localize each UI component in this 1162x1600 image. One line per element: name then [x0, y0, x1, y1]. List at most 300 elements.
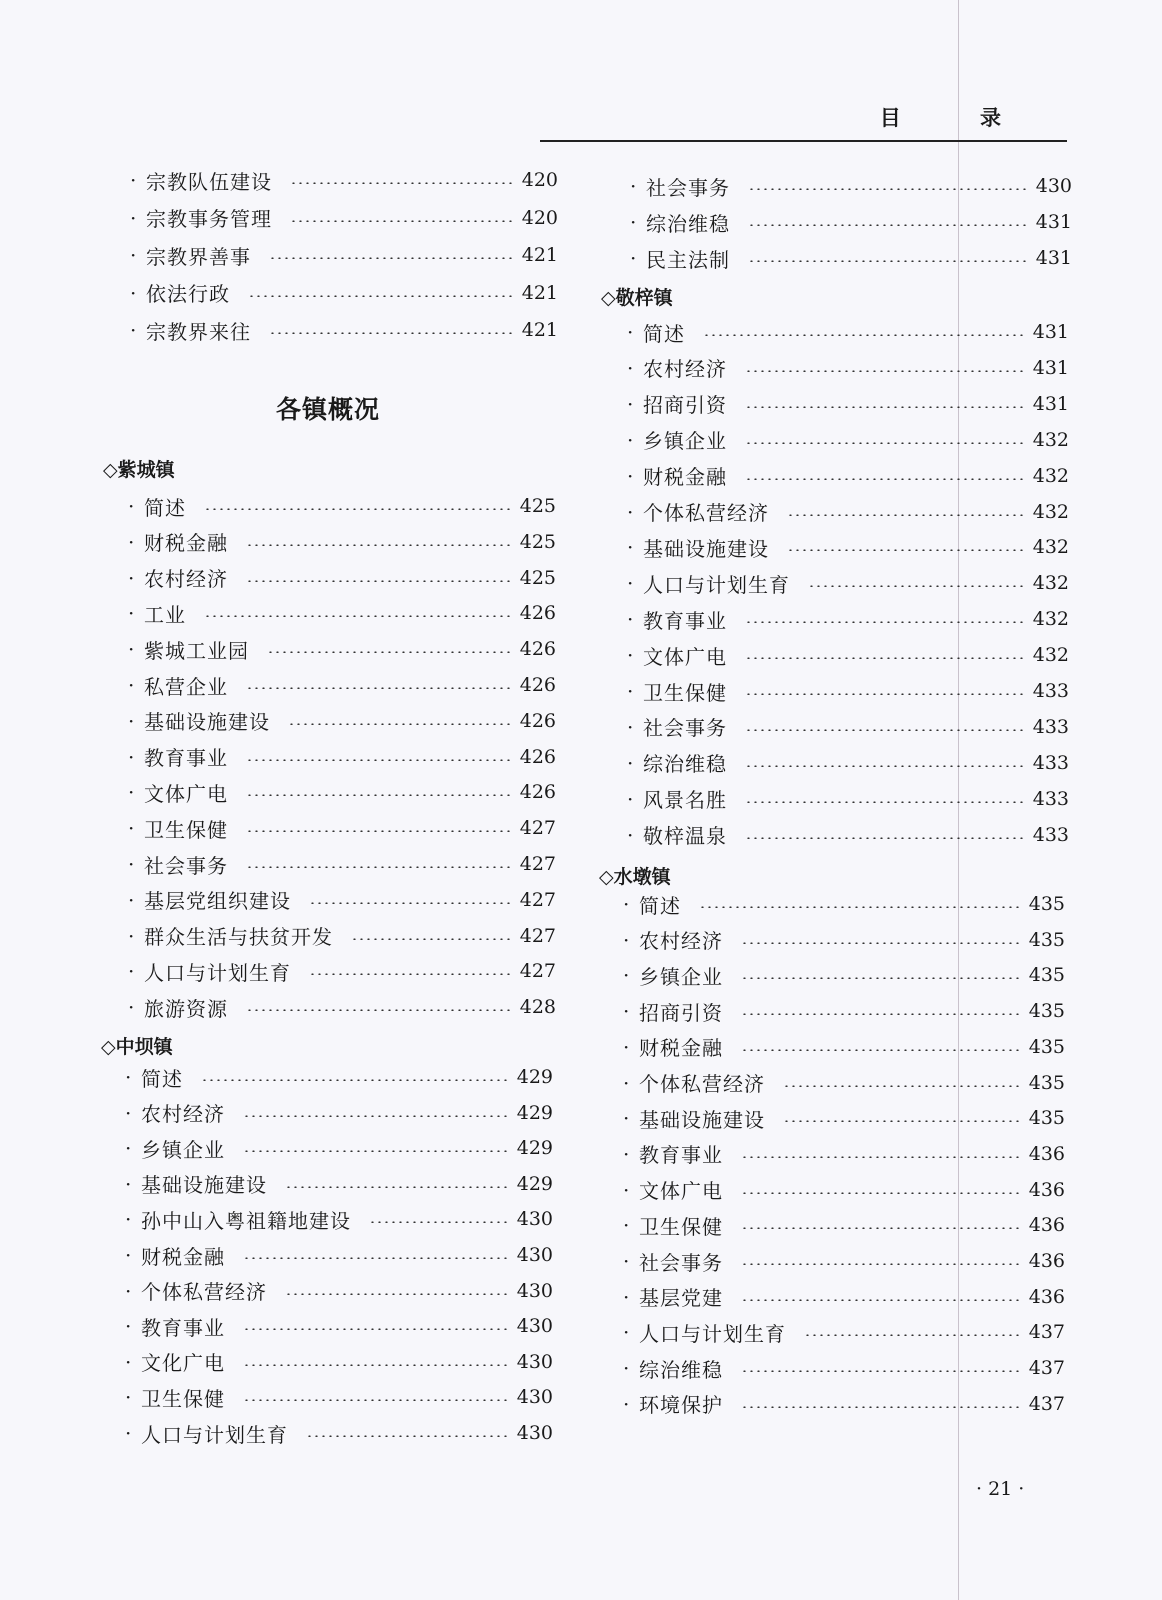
entry-bullet: · — [128, 780, 135, 805]
entry-page-number: 425 — [519, 495, 556, 517]
toc-entry[interactable] — [130, 315, 558, 345]
entry-page-number: 420 — [521, 206, 558, 229]
entry-title: 农村经济 — [639, 929, 723, 954]
entry-title: 综治维稳 — [646, 211, 730, 236]
entry-page-number: 431 — [1032, 392, 1069, 415]
toc-entry[interactable] — [623, 1246, 1065, 1276]
dot-leader — [741, 1263, 1019, 1265]
toc-entry[interactable] — [627, 532, 1069, 562]
entry-page-number: 435 — [1028, 1035, 1065, 1058]
toc-entry[interactable] — [130, 278, 558, 308]
entry-title: 孙中山入粤祖籍地建设 — [141, 1208, 351, 1233]
entry-page-number: 430 — [516, 1386, 553, 1409]
dot-leader — [246, 794, 510, 796]
toc-entry[interactable] — [627, 640, 1069, 670]
entry-bullet: · — [125, 1421, 132, 1445]
entry-title: 乡镇企业 — [643, 429, 727, 454]
entry-bullet: · — [128, 637, 135, 662]
entry-bullet: · — [623, 1106, 630, 1131]
entry-bullet: · — [128, 923, 135, 948]
entry-title: 招商引资 — [639, 1000, 723, 1025]
entry-title: 农村经济 — [144, 567, 228, 592]
entry-title: 私营企业 — [144, 674, 228, 699]
entry-page-number: 433 — [1032, 751, 1069, 774]
entry-page-number: 437 — [1028, 1392, 1065, 1415]
dot-leader — [745, 478, 1023, 480]
entry-bullet: · — [128, 494, 135, 518]
dot-leader — [267, 651, 510, 653]
entry-title: 综治维稳 — [639, 1357, 723, 1382]
entry-page-number: 432 — [1032, 428, 1069, 451]
dot-leader — [243, 1257, 507, 1259]
entry-page-number: 437 — [1028, 1357, 1065, 1380]
entry-page-number: 430 — [516, 1315, 553, 1338]
entry-title: 宗教队伍建设 — [146, 169, 272, 194]
entry-page-number: 420 — [521, 169, 558, 191]
toc-entry[interactable] — [627, 389, 1069, 419]
toc-entry[interactable] — [128, 563, 556, 593]
entry-title: 个体私营经济 — [643, 501, 769, 525]
entry-title: 人口与计划生育 — [144, 960, 291, 985]
entry-page-number: 427 — [519, 853, 556, 875]
toc-entry[interactable] — [627, 820, 1069, 850]
entry-bullet: · — [125, 1100, 132, 1125]
entry-title: 教育事业 — [144, 746, 228, 771]
entry-title: 财税金融 — [141, 1244, 225, 1269]
toc-entry[interactable] — [130, 203, 558, 233]
town-heading-shuidun: ◇水墩镇 — [599, 866, 671, 888]
entry-title: 个体私营经济 — [141, 1280, 267, 1305]
entry-bullet: · — [125, 1207, 132, 1232]
entry-bullet: · — [627, 607, 634, 632]
entry-title: 宗教事务管理 — [146, 207, 272, 231]
entry-title: 简述 — [639, 893, 681, 918]
entry-bullet: · — [623, 1249, 630, 1273]
entry-title: 依法行政 — [146, 282, 230, 306]
toc-entry[interactable] — [128, 670, 556, 700]
entry-page-number: 432 — [1032, 572, 1069, 595]
toc-entry[interactable] — [128, 921, 556, 951]
toc-entry[interactable] — [128, 849, 556, 879]
toc-entry[interactable] — [125, 1418, 553, 1448]
entry-title: 简述 — [141, 1066, 183, 1091]
entry-page-number: 427 — [519, 888, 556, 911]
toc-entry[interactable] — [623, 996, 1065, 1026]
entry-title: 环境保护 — [639, 1393, 723, 1418]
entry-page-number: 430 — [516, 1244, 553, 1266]
entry-bullet: · — [627, 571, 634, 596]
toc-entry[interactable] — [125, 1062, 553, 1092]
dot-leader — [741, 1013, 1019, 1015]
entry-page-number: 425 — [519, 530, 556, 553]
dot-leader — [285, 1186, 507, 1188]
entry-title: 社会事务 — [144, 853, 228, 878]
entry-bullet: · — [128, 565, 135, 590]
toc-entry[interactable] — [627, 425, 1069, 455]
entry-bullet: · — [125, 1385, 132, 1410]
dot-leader — [741, 1049, 1019, 1051]
entry-bullet: · — [627, 714, 634, 739]
entry-page-number: 437 — [1028, 1321, 1065, 1344]
entry-page-number: 430 — [516, 1350, 553, 1373]
dot-leader — [204, 615, 510, 617]
toc-entry[interactable] — [627, 353, 1069, 383]
dot-leader — [741, 1227, 1019, 1229]
entry-bullet: · — [125, 1171, 132, 1196]
dot-leader — [309, 973, 510, 975]
toc-entry[interactable] — [627, 497, 1069, 527]
entry-page-number: 427 — [519, 960, 556, 983]
entry-title: 综治维稳 — [643, 752, 727, 777]
entry-page-number: 436 — [1028, 1142, 1065, 1165]
dot-leader — [741, 1156, 1019, 1158]
toc-entry[interactable] — [125, 1169, 553, 1199]
toc-entry[interactable] — [128, 885, 556, 915]
entry-bullet: · — [627, 750, 634, 775]
dot-leader — [748, 188, 1026, 190]
dot-leader — [741, 942, 1019, 944]
entry-bullet: · — [130, 243, 137, 267]
entry-page-number: 430 — [516, 1208, 553, 1231]
toc-entry[interactable] — [623, 960, 1065, 990]
entry-title: 基础设施建设 — [639, 1107, 765, 1132]
toc-entry[interactable] — [125, 1276, 553, 1306]
dot-leader — [309, 902, 510, 904]
dot-leader — [741, 1370, 1019, 1372]
entry-title: 教育事业 — [643, 608, 727, 633]
entry-page-number: 435 — [1028, 928, 1065, 951]
dot-leader — [783, 1085, 1019, 1087]
entry-page-number: 428 — [519, 996, 556, 1019]
entry-page-number: 435 — [1028, 893, 1065, 915]
toc-entry[interactable] — [627, 676, 1069, 706]
entry-bullet: · — [130, 318, 137, 342]
entry-title: 社会事务 — [643, 716, 727, 741]
toc-entry[interactable] — [623, 1282, 1065, 1312]
entry-title: 社会事务 — [646, 175, 730, 200]
entry-title: 敬梓温泉 — [643, 824, 727, 849]
dot-leader — [243, 1115, 507, 1117]
section-title: 各镇概况 — [276, 395, 381, 424]
dot-leader — [745, 765, 1023, 767]
entry-bullet: · — [623, 1070, 630, 1095]
toc-entry[interactable] — [623, 1210, 1065, 1240]
dot-leader — [246, 580, 510, 582]
dot-leader — [288, 723, 510, 725]
entry-page-number: 435 — [1028, 1071, 1065, 1094]
entry-page-number: 427 — [519, 924, 556, 947]
entry-bullet: · — [128, 959, 135, 984]
entry-page-number: 432 — [1032, 608, 1069, 631]
entry-title: 基层党建 — [639, 1286, 723, 1311]
entry-bullet: · — [627, 535, 634, 560]
entry-title: 人口与计划生育 — [141, 1422, 288, 1447]
entry-bullet: · — [130, 168, 137, 192]
toc-entry[interactable] — [627, 568, 1069, 598]
entry-bullet: · — [125, 1349, 132, 1374]
dot-leader — [745, 370, 1023, 372]
dot-leader — [703, 334, 1023, 336]
entry-page-number: 426 — [519, 674, 556, 696]
toc-entry[interactable] — [128, 527, 556, 557]
entry-title: 群众生活与扶贫开发 — [144, 925, 333, 950]
toc-entry[interactable] — [627, 712, 1069, 742]
entry-bullet: · — [630, 174, 637, 198]
entry-bullet: · — [627, 320, 634, 344]
toc-entry[interactable] — [128, 598, 556, 628]
dot-leader — [269, 332, 512, 334]
entry-title: 财税金融 — [144, 531, 228, 556]
toc-entry[interactable] — [627, 317, 1069, 347]
dot-leader — [246, 1009, 510, 1011]
dot-leader — [306, 1435, 507, 1437]
town-heading-jingzi: ◇敬梓镇 — [601, 287, 673, 309]
dot-leader — [243, 1364, 507, 1366]
toc-entry[interactable] — [623, 1068, 1065, 1098]
entry-page-number: 425 — [519, 566, 556, 589]
toc-entry[interactable] — [623, 1032, 1065, 1062]
dot-leader — [748, 224, 1026, 226]
dot-leader — [248, 295, 512, 297]
entry-bullet: · — [627, 499, 634, 524]
toc-entry[interactable] — [627, 784, 1069, 814]
entry-bullet: · — [130, 280, 137, 305]
dot-leader — [290, 182, 512, 184]
entry-bullet: · — [627, 822, 634, 847]
toc-entry[interactable] — [623, 1139, 1065, 1169]
entry-bullet: · — [627, 643, 634, 668]
entry-bullet: · — [623, 1356, 630, 1381]
entry-bullet: · — [623, 963, 630, 988]
toc-entry[interactable] — [627, 461, 1069, 491]
entry-title: 乡镇企业 — [639, 964, 723, 989]
toc-entry[interactable] — [125, 1311, 553, 1341]
toc-entry[interactable] — [125, 1347, 553, 1377]
dot-leader — [243, 1150, 507, 1152]
dot-leader — [246, 759, 510, 761]
entry-title: 文化广电 — [141, 1351, 225, 1376]
entry-title: 农村经济 — [141, 1102, 225, 1127]
entry-page-number: 432 — [1032, 644, 1069, 667]
entry-title: 卫生保健 — [639, 1214, 723, 1239]
entry-bullet: · — [128, 673, 135, 697]
dot-leader — [745, 621, 1023, 623]
entry-title: 乡镇企业 — [141, 1137, 225, 1162]
entry-title: 基础设施建设 — [643, 536, 769, 561]
entry-page-number: 433 — [1032, 680, 1069, 702]
dot-leader — [745, 406, 1023, 408]
toc-entry[interactable] — [125, 1240, 553, 1270]
entry-page-number: 435 — [1028, 964, 1065, 987]
entry-bullet: · — [128, 708, 135, 733]
entry-page-number: 429 — [516, 1101, 553, 1124]
entry-page-number: 429 — [516, 1172, 553, 1195]
entry-page-number: 426 — [519, 781, 556, 804]
toc-entry[interactable] — [630, 243, 1072, 273]
entry-title: 简述 — [643, 321, 685, 346]
entry-title: 农村经济 — [643, 357, 727, 382]
entry-title: 社会事务 — [639, 1250, 723, 1275]
entry-title: 卫生保健 — [144, 817, 228, 842]
entry-bullet: · — [125, 1243, 132, 1267]
entry-bullet: · — [623, 892, 630, 916]
dot-leader — [204, 508, 510, 510]
entry-title: 人口与计划生育 — [643, 572, 790, 597]
entry-bullet: · — [623, 1391, 630, 1416]
page-number: · 21 · — [976, 1478, 1025, 1500]
entry-title: 招商引资 — [643, 393, 727, 418]
toc-entry[interactable] — [128, 634, 556, 664]
entry-page-number: 430 — [516, 1422, 553, 1444]
toc-entry[interactable] — [623, 1389, 1065, 1419]
entry-bullet: · — [623, 1177, 630, 1202]
toc-left-column — [0, 0, 560, 1600]
entry-title: 卫生保健 — [643, 680, 727, 705]
entry-page-number: 433 — [1032, 787, 1069, 810]
entry-bullet: · — [627, 679, 634, 703]
entry-title: 风景名胜 — [643, 788, 727, 813]
entry-bullet: · — [128, 995, 135, 1020]
entry-bullet: · — [623, 1141, 630, 1166]
entry-bullet: · — [627, 786, 634, 811]
toc-entry[interactable] — [128, 706, 556, 736]
town-heading-zicheng: ◇紫城镇 — [103, 459, 175, 481]
entry-bullet: · — [623, 1213, 630, 1238]
toc-entry[interactable] — [623, 1103, 1065, 1133]
toc-entry[interactable] — [623, 1353, 1065, 1383]
entry-title: 人口与计划生育 — [639, 1321, 786, 1346]
entry-page-number: 432 — [1032, 500, 1069, 523]
entry-bullet: · — [128, 816, 135, 841]
dot-leader — [745, 657, 1023, 659]
entry-page-number: 436 — [1028, 1214, 1065, 1237]
entry-title: 紫城工业园 — [144, 638, 249, 663]
entry-page-number: 436 — [1028, 1285, 1065, 1308]
entry-title: 工业 — [144, 602, 186, 627]
dot-leader — [201, 1079, 507, 1081]
dot-leader — [351, 938, 510, 940]
entry-page-number: 436 — [1028, 1250, 1065, 1272]
entry-title: 教育事业 — [639, 1143, 723, 1168]
entry-title: 基层党组织建设 — [144, 889, 291, 914]
toc-entry[interactable] — [125, 1133, 553, 1163]
entry-title: 简述 — [144, 495, 186, 520]
entry-bullet: · — [623, 999, 630, 1024]
entry-title: 旅游资源 — [144, 996, 228, 1021]
toc-entry[interactable] — [128, 992, 556, 1022]
entry-page-number: 429 — [516, 1137, 553, 1160]
entry-bullet: · — [623, 927, 630, 952]
entry-bullet: · — [128, 601, 135, 626]
dot-leader — [808, 585, 1023, 587]
entry-bullet: · — [623, 1034, 630, 1059]
entry-page-number: 426 — [519, 745, 556, 768]
dot-leader — [243, 1328, 507, 1330]
entry-page-number: 421 — [521, 319, 558, 341]
dot-leader — [243, 1399, 507, 1401]
dot-leader — [804, 1334, 1019, 1336]
entry-bullet: · — [128, 744, 135, 769]
town-heading-zhongba: ◇中坝镇 — [101, 1036, 173, 1058]
entry-bullet: · — [627, 463, 634, 488]
entry-bullet: · — [623, 1320, 630, 1345]
toc-entry[interactable] — [627, 748, 1069, 778]
entry-page-number: 435 — [1028, 1107, 1065, 1130]
toc-entry[interactable] — [623, 889, 1065, 919]
toc-entry[interactable] — [130, 240, 558, 270]
dot-leader — [745, 801, 1023, 803]
dot-leader — [246, 866, 510, 868]
entry-title: 宗教界善事 — [146, 244, 251, 269]
dot-leader — [699, 906, 1019, 908]
entry-page-number: 421 — [521, 281, 558, 304]
entry-title: 财税金融 — [639, 1036, 723, 1061]
dot-leader — [745, 837, 1023, 839]
toc-right-column — [600, 0, 1070, 1600]
dot-leader — [246, 544, 510, 546]
running-head-title: 目 录 — [879, 106, 1037, 130]
dot-leader — [246, 830, 510, 832]
dot-leader — [783, 1120, 1019, 1122]
entry-bullet: · — [128, 529, 135, 554]
entry-title: 个体私营经济 — [639, 1072, 765, 1096]
dot-leader — [741, 977, 1019, 979]
toc-entry[interactable] — [630, 171, 1072, 201]
toc-entry[interactable] — [125, 1098, 553, 1128]
dot-leader — [741, 1299, 1019, 1301]
dot-leader — [745, 693, 1023, 695]
entry-bullet: · — [125, 1136, 132, 1161]
toc-entry[interactable] — [128, 813, 556, 843]
toc-entry[interactable] — [623, 1175, 1065, 1205]
entry-bullet: · — [130, 205, 137, 230]
entry-bullet: · — [125, 1278, 132, 1303]
toc-entry[interactable] — [623, 1317, 1065, 1347]
entry-bullet: · — [128, 887, 135, 912]
toc-entry[interactable] — [627, 604, 1069, 634]
toc-entry[interactable] — [623, 925, 1065, 955]
entry-title: 文体广电 — [643, 644, 727, 669]
dot-leader — [246, 687, 510, 689]
toc-entry[interactable] — [128, 491, 556, 521]
entry-page-number: 432 — [1032, 464, 1069, 487]
entry-page-number: 429 — [516, 1066, 553, 1088]
toc-entry[interactable] — [128, 777, 556, 807]
toc-entry[interactable] — [125, 1204, 553, 1234]
entry-bullet: · — [627, 427, 634, 452]
entry-title: 文体广电 — [639, 1179, 723, 1204]
toc-entry[interactable] — [128, 956, 556, 986]
dot-leader — [285, 1293, 507, 1295]
entry-bullet: · — [627, 391, 634, 416]
entry-title: 卫生保健 — [141, 1386, 225, 1411]
dot-leader — [741, 1192, 1019, 1194]
entry-title: 文体广电 — [144, 781, 228, 806]
entry-bullet: · — [630, 210, 637, 234]
toc-entry[interactable] — [630, 207, 1072, 237]
toc-entry[interactable] — [128, 742, 556, 772]
entry-page-number: 426 — [519, 638, 556, 661]
entry-bullet: · — [630, 246, 637, 270]
dot-leader — [741, 1406, 1019, 1408]
entry-bullet: · — [128, 852, 135, 876]
entry-page-number: 426 — [519, 709, 556, 732]
toc-entry[interactable] — [130, 165, 558, 195]
toc-entry[interactable] — [125, 1382, 553, 1412]
dot-leader — [290, 220, 512, 222]
dot-leader — [745, 729, 1023, 731]
dot-leader — [787, 514, 1023, 516]
